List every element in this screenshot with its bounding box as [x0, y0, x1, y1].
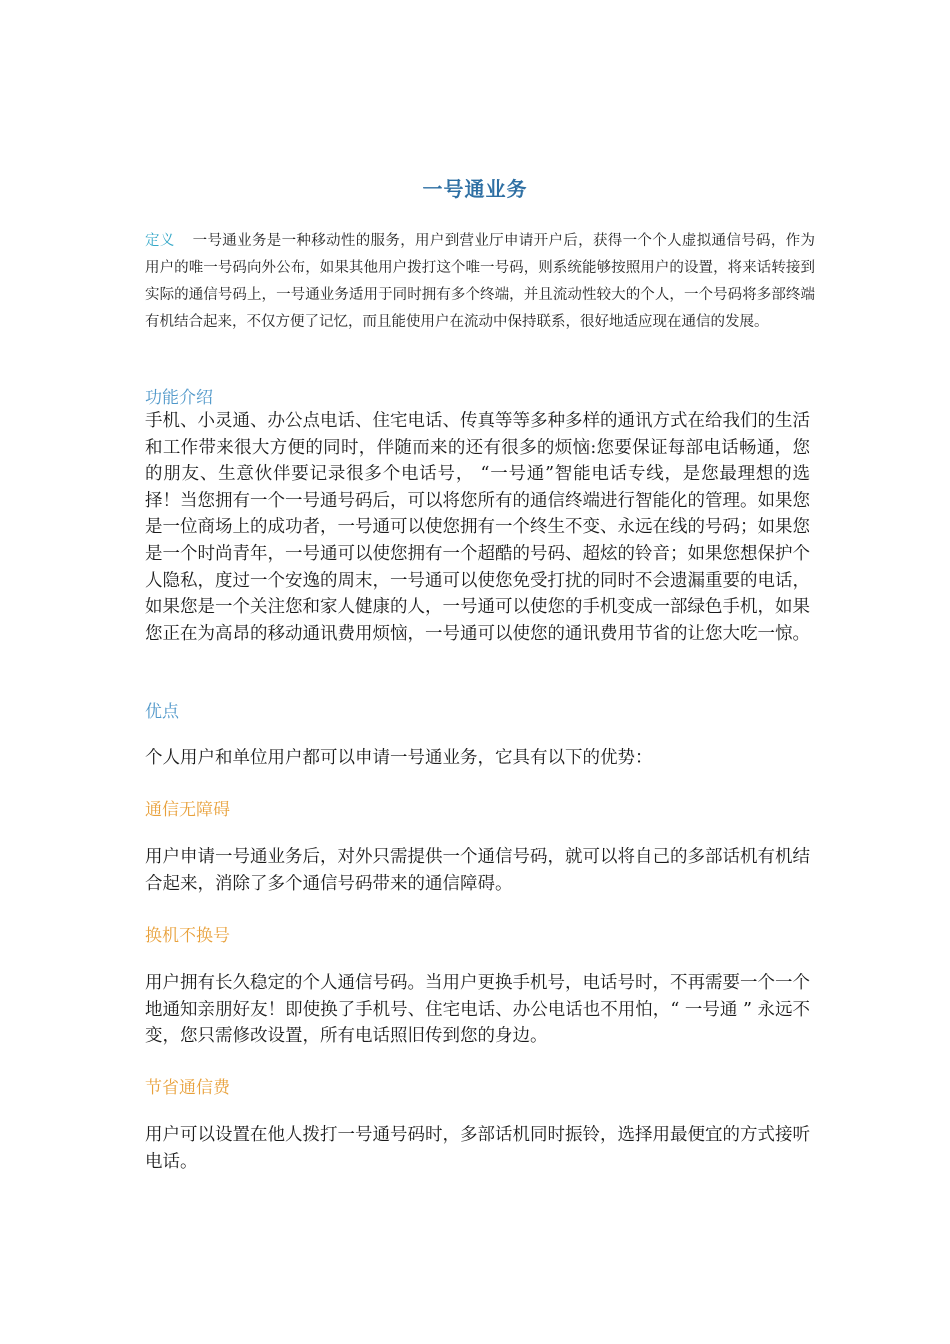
advantage-2-heading: 换机不换号 — [145, 926, 230, 946]
page-title: 一号通业务 — [422, 177, 528, 201]
advantages-heading: 优点 — [145, 702, 179, 722]
advantages-intro: 个人用户和单位用户都可以申请一号通业务，它具有以下的优势： — [145, 748, 653, 768]
advantage-1-heading: 通信无障碍 — [145, 800, 230, 820]
advantage-3-heading: 节省通信费 — [145, 1078, 230, 1098]
features-text: 手机、小灵通、办公点电话、住宅电话、传真等等多种多样的通讯方式在给我们的生活和工作带来很大方便的同时，伴随而来的还有很多的烦恼:您要保证每部电话畅通，您的朋友、生意伙伴要记录很多个电话号， “一号通”智能电话专线，是您最理想的选择！当您拥有一个一号通号码后，可以将您所有的通信终端进行智能化的管理。如果您是一位商场上的成功者，一号通可以使您拥有一个终生不变、永远在线的号码；如果您是一个时尚青年，一号通可以使您拥有一个超酷的号码、超炫的铃音；如果您想保护个人隐私，度过一个安逸的周末，一号通可以使您免受打扰的同时不会遗漏重要的电话，如果您是一个关注您和家人健康的人，一号通可以使您的手机变成一部绿色手机，如果您正在为高昂的移动通讯费用烦恼，一号通可以使您的通讯费用节省的让您大吃一惊。 — [145, 411, 810, 644]
advantage-2-text: 用户拥有长久稳定的个人通信号码。当用户更换手机号，电话号时，不再需要一个一个地通知亲朋好友！即使换了手机号、住宅电话、办公电话也不用怕，“ 一号通 ” 永远不变，您只需修改设置，所有电话照旧传到您的身边。 — [145, 973, 810, 1047]
advantage-1-text: 用户申请一号通业务后，对外只需提供一个通信号码，就可以将自己的多部话机有机结合起来，消除了多个通信号码带来的通信障碍。 — [145, 847, 810, 894]
features-heading: 功能介绍 — [145, 388, 213, 408]
definition-text: 一号通业务是一种移动性的服务，用户到营业厅申请开户后，获得一个个人虚拟通信号码，作为用户的唯一号码向外公布，如果其他用户拨打这个唯一号码，则系统能够按照用户的设置，将来话转接到实际的通信号码上，一号通业务适用于同时拥有多个终端，并且流动性较大的个人，一个号码将多部终端有机结合起来，不仅方便了记忆，而且能使用户在流动中保持联系，很好地适应现在通信的发展。 — [145, 233, 816, 330]
definition-tag: 定义 — [145, 233, 175, 249]
advantage-3-text: 用户可以设置在他人拨打一号通号码时，多部话机同时振铃，选择用最便宜的方式接听电话。 — [145, 1125, 810, 1172]
definition-paragraph — [145, 228, 815, 336]
